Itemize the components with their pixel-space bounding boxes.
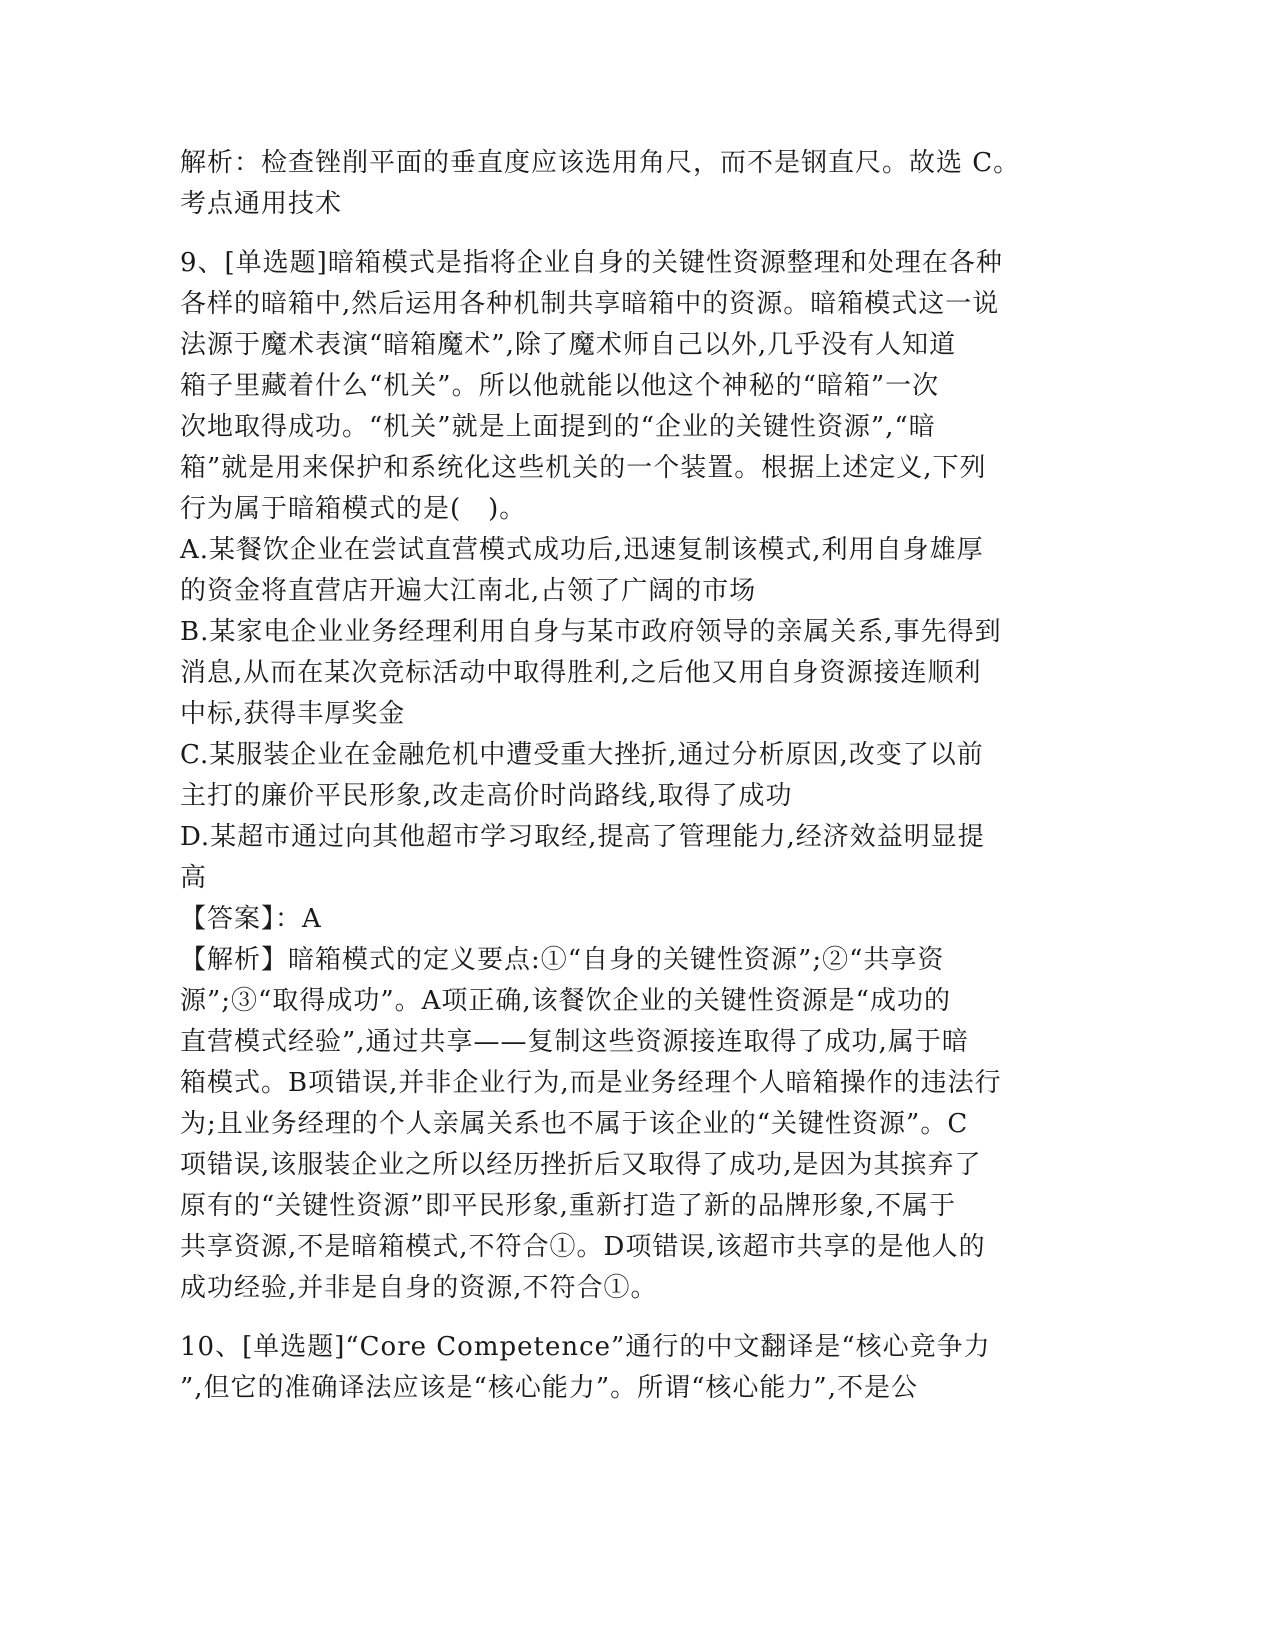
option-b-line: B.某家电企业业务经理利用自身与某市政府领导的亲属关系,事先得到 [180,617,1002,647]
option-c-line: C.某服装企业在金融危机中遭受重大挫折,通过分析原因,改变了以前 [180,740,984,770]
option-d-line: 高 [180,863,208,893]
analysis-line: 为;且业务经理的个人亲属关系也不属于该企业的“关键性资源”。C [180,1109,969,1139]
stem-line: 10、[单选题]“Core Competence”通行的中文翻译是“核心竞争力 [180,1332,991,1362]
knowledge-point-line: 考点通用技术 [180,189,343,219]
option-c-line: 主打的廉价平民形象,改走高价时尚路线,取得了成功 [180,781,793,811]
analysis-line: 【解析】暗箱模式的定义要点:①“自身的关键性资源”;②“共享资 [180,945,945,975]
analysis-line: 箱模式。B项错误,并非企业行为,而是业务经理个人暗箱操作的违法行 [180,1068,1002,1098]
analysis-line: 源”;③“取得成功”。A项正确,该餐饮企业的关键性资源是“成功的 [180,986,951,1016]
document-page [180,143,1040,1409]
question-10 [180,1327,1040,1409]
analysis-line: 直营模式经验”,通过共享——复制这些资源接连取得了成功,属于暗 [180,1027,969,1057]
option-d-line: D.某超市通过向其他超市学习取经,提高了管理能力,经济效益明显提 [180,822,985,852]
option-b-line: 消息,从而在某次竞标活动中取得胜利,之后他又用自身资源接连顺利 [180,658,982,688]
option-a-line: A.某餐饮企业在尝试直营模式成功后,迅速复制该模式,利用自身雄厚 [180,535,984,565]
stem-line: 箱”就是用来保护和系统化这些机关的一个装置。根据上述定义,下列 [180,453,987,483]
option-b-line: 中标,获得丰厚奖金 [180,699,406,729]
stem-line: 9、[单选题]暗箱模式是指将企业自身的关键性资源整理和处理在各种 [180,248,1003,278]
analysis-line: 共享资源,不是暗箱模式,不符合①。D项错误,该超市共享的是他人的 [180,1232,986,1262]
stem-line: 箱子里藏着什么“机关”。所以他就能以他这个神秘的“暗箱”一次 [180,371,940,401]
prev-answer-analysis [180,143,1040,225]
stem-line: 法源于魔术表演“暗箱魔术”,除了魔术师自己以外,几乎没有人知道 [180,330,957,360]
answer-line: 【答案】：A [180,904,322,934]
stem-line: 次地取得成功。“机关”就是上面提到的“企业的关键性资源”,“暗 [180,412,936,442]
analysis-block [180,940,1040,1309]
stem-line: 各样的暗箱中,然后运用各种机制共享暗箱中的资源。暗箱模式这一说 [180,289,1000,319]
analysis-line: 解析：检查锉削平面的垂直度应该选用角尺，而不是钢直尺。故选 C。 [180,148,1021,178]
option-a-line: 的资金将直营店开遍大江南北,占领了广阔的市场 [180,576,757,606]
analysis-line: 原有的“关键性资源”即平民形象,重新打造了新的品牌形象,不属于 [180,1191,957,1221]
stem-line: 行为属于暗箱模式的是( )。 [180,494,527,524]
analysis-line: 项错误,该服装企业之所以经历挫折后又取得了成功,是因为其摈弃了 [180,1150,982,1180]
question-stem [180,243,1040,530]
analysis-line: 成功经验,并非是自身的资源,不符合①。 [180,1273,658,1303]
question-options [180,530,1040,899]
stem-line: ”,但它的准确译法应该是“核心能力”。所谓“核心能力”,不是公 [180,1373,918,1403]
question-9 [180,243,1040,1309]
